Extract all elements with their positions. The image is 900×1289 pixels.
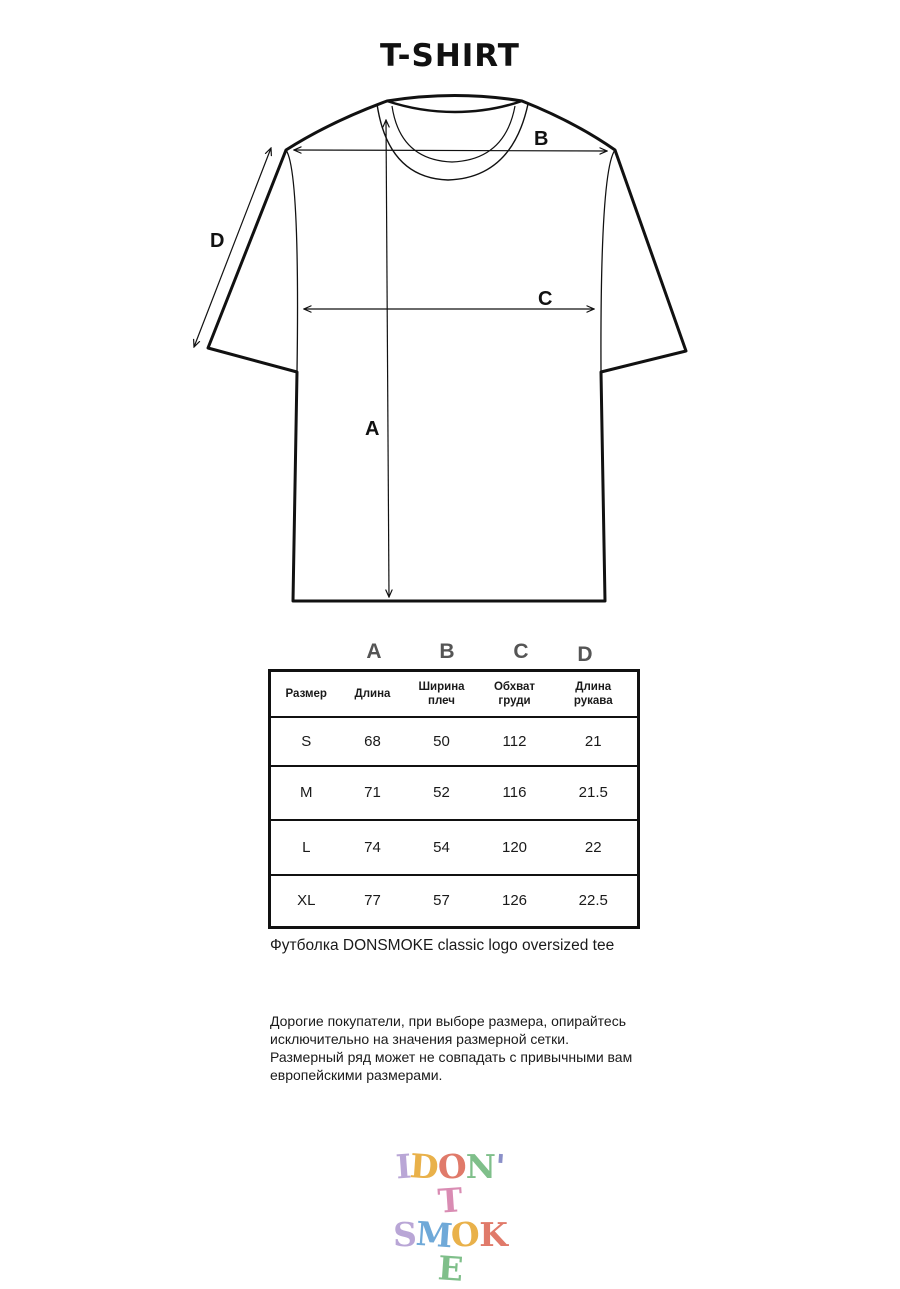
column-letter-a: A — [366, 640, 382, 663]
left-armhole-line — [286, 150, 298, 372]
header-sleeve-line1: Длина — [575, 681, 612, 693]
cell-size: S — [270, 717, 342, 766]
header-size — [270, 671, 342, 718]
table-row — [270, 717, 639, 766]
cell-chest: 116 — [480, 766, 550, 821]
header-chest-line1: Обхват — [493, 681, 536, 693]
cell-length: 71 — [342, 766, 404, 821]
table-header-row — [270, 671, 639, 718]
cell-chest: 126 — [501, 892, 528, 910]
notice-line: исключительно на значения размерной сетки. — [270, 1031, 569, 1047]
arrow-d-sleeve — [194, 148, 271, 347]
right-armhole-line — [601, 150, 615, 372]
collar-rib-2 — [392, 106, 515, 162]
cell-shoulders: 52 — [404, 766, 480, 821]
cell-length: 68 — [342, 717, 404, 766]
cell-sleeve: 21 — [550, 717, 639, 766]
cell-sleeve: 21.5 — [550, 766, 639, 821]
table-row — [270, 766, 639, 821]
size-notice — [270, 1012, 690, 1084]
cell-sleeve: 22.5 — [578, 892, 608, 910]
cell-chest: 120 — [480, 820, 550, 875]
header-size-text: Размер — [285, 688, 327, 700]
label-b: B — [534, 128, 549, 150]
collar-outer — [387, 101, 522, 112]
tshirt-outline — [208, 96, 686, 602]
cell-size: XL — [297, 892, 316, 910]
cell-chest: 112 — [480, 717, 550, 766]
collar-rib-1 — [377, 104, 528, 180]
label-a: A — [365, 418, 380, 440]
notice-line: европейскими размерами. — [270, 1067, 443, 1083]
cell-shoulders: 54 — [404, 820, 480, 875]
logo-line-2: SMOKE — [393, 1213, 507, 1289]
arrow-b-shoulders — [294, 150, 607, 151]
logo-line-1: IDON'T — [394, 1146, 506, 1221]
size-table — [268, 669, 640, 929]
header-chest-line2: груди — [498, 695, 531, 707]
cell-length: 77 — [364, 892, 381, 910]
arrow-a-length — [386, 120, 389, 597]
cell-shoulders: 57 — [433, 892, 450, 910]
brand-logo — [392, 1146, 508, 1289]
column-letter-c: C — [513, 640, 529, 663]
label-c: C — [538, 288, 553, 310]
label-d: D — [210, 230, 225, 252]
header-chest — [480, 671, 550, 718]
page-title: T-SHIRT — [380, 38, 520, 74]
notice-line: Дорогие покупатели, при выборе размера, опирайтесь — [270, 1013, 627, 1029]
table-row — [270, 875, 639, 928]
tshirt-diagram — [0, 0, 900, 620]
product-caption: Футболка DONSMOKE classic logo oversized tee — [270, 937, 615, 954]
header-shoulder-width — [404, 671, 480, 718]
cell-sleeve: 22 — [550, 820, 639, 875]
cell-size: L — [270, 820, 342, 875]
header-shoulder-width-line2: плеч — [428, 695, 455, 707]
cell-size: M — [270, 766, 342, 821]
notice-line: Размерный ряд может не совпадать с привычными вам — [270, 1049, 633, 1065]
header-sleeve-length — [550, 671, 639, 718]
column-letter-b: B — [439, 640, 455, 663]
cell-length: 74 — [342, 820, 404, 875]
header-sleeve-line2: рукава — [573, 695, 613, 707]
header-shoulder-width-line1: Ширина — [418, 681, 465, 693]
cell-shoulders: 50 — [404, 717, 480, 766]
table-row — [270, 820, 639, 875]
column-letter-d: D — [577, 643, 593, 666]
header-length-text: Длина — [354, 688, 391, 700]
header-length — [342, 671, 404, 718]
